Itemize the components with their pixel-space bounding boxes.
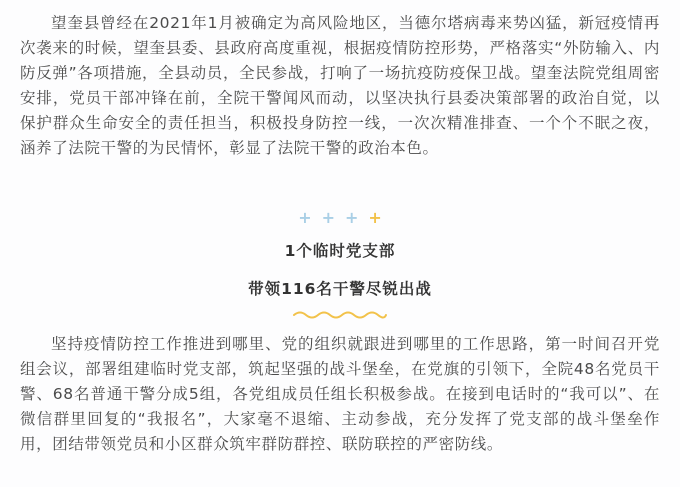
sparkle-icon: + (298, 208, 312, 227)
body-paragraph: 坚持疫情防控工作推进到哪里、党的组织就跟进到哪里的工作思路，第一时间召开党组会议，部署组建临时党支部，筑起坚强的战斗堡垒，在党旗的引领下，全院48名党员干警、68名普通干警分成5组，各党组成员任组长积极参战。在接到电话时的“我可以”、在微信群里回复的“我报名”，大家毫不退缩、主动参战，充分发挥了党支部的战斗堡垒作用，团结带领党员和小区群众筑牢群防群控、联防联控的严密防线。 (20, 335, 660, 453)
sparkle-icon: + (368, 208, 382, 227)
wave-divider-icon (292, 309, 388, 321)
intro-paragraph: 望奎县曾经在2021年1月被确定为高风险地区，当德尔塔病毒来势凶猛，新冠疫情再次袭来的时候，望奎县委、县政府高度重视，根据疫情防控形势，严格落实“外防输入、内防反弹”各项措施，全县动员，全民参战，打响了一场抗疫防疫保卫战。望奎法院党组周密安排，党员干部冲锋在前，全院干警闻风而动，以坚决执行县委决策部署的政治自觉，以保护群众生命安全的责任担当，积极投身防控一线，一次次精准排查、一个个不眠之夜，涵养了法院干警的为民情怀，彰显了法院干警的政治本色。 (20, 14, 660, 157)
sparkle-divider (0, 206, 680, 230)
sparkle-icon: + (321, 208, 335, 227)
section-heading-line2: 带领116名干警尽锐出战 (248, 280, 432, 298)
section-heading-line1: 1个临时党支部 (284, 242, 396, 260)
sparkle-icon: + (345, 208, 359, 227)
